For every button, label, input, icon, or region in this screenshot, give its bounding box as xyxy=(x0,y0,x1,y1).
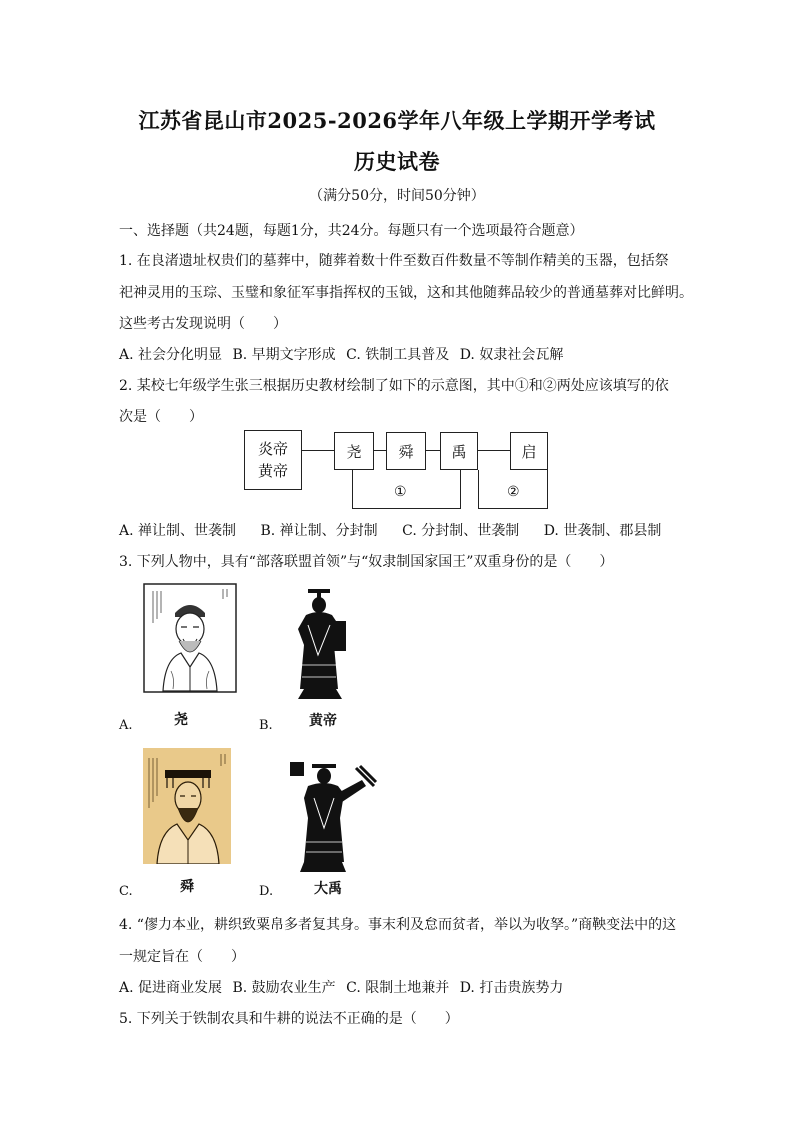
q3-text-line1: 3. 下列人物中，具有“部落联盟首领”与“奴隶制国家国王”双重身份的是（ ） xyxy=(119,554,614,570)
diagram-box-qi: 启 xyxy=(510,432,548,470)
huangdi-figure-icon xyxy=(288,585,354,703)
q3-choice-a-caption: 尧 xyxy=(174,712,188,728)
diagram-mark-1: ① xyxy=(394,484,407,500)
q2-options xyxy=(119,520,684,540)
diagram-box-yao: 尧 xyxy=(334,432,374,470)
q1-option-d[interactable]: D. 奴隶社会瓦解 xyxy=(459,347,564,363)
diagram-connector xyxy=(478,450,510,451)
q1-text-line2: 祀神灵用的玉琮、玉璧和象征军事指挥权的玉钺，这和其他随葬品较少的普通墓葬对比鲜明。 xyxy=(119,285,693,301)
diagram-box-shun: 舜 xyxy=(386,432,426,470)
diagram-connector xyxy=(302,450,334,451)
q2-text-line2: 次是（ ） xyxy=(119,409,203,425)
q2-option-a[interactable]: A. 禅让制、世袭制 xyxy=(119,523,237,539)
diagram-connector xyxy=(374,450,386,451)
q4-option-c[interactable]: C. 限制土地兼并 xyxy=(346,980,450,996)
q3-choice-c-letter[interactable]: C. xyxy=(119,884,133,899)
q3-choice-b-letter[interactable]: B. xyxy=(259,718,273,733)
q1-text-line3: 这些考古发现说明（ ） xyxy=(119,316,287,332)
q4-option-d[interactable]: D. 打击贵族势力 xyxy=(459,980,564,996)
shun-portrait-icon xyxy=(143,748,231,864)
q1-text-line1: 1. 在良渚遗址权贵们的墓葬中，随葬着数十件至数百件数量不等制作精美的玉器，包括祭 xyxy=(119,253,669,269)
q4-text-line2: 一规定旨在（ ） xyxy=(119,949,245,965)
exam-title: 江苏省昆山市2025-2026学年八年级上学期开学考试 xyxy=(138,108,656,133)
q2-option-c[interactable]: C. 分封制、世袭制 xyxy=(402,523,520,539)
exam-score-time: （满分50分，时间50分钟） xyxy=(309,188,485,204)
bracket-2-left xyxy=(478,470,479,508)
diagram-box-yandi-huangdi xyxy=(244,430,302,490)
bracket-1-bottom xyxy=(352,508,461,509)
bracket-1-right xyxy=(460,470,461,508)
q3-choice-c-caption: 舜 xyxy=(180,879,194,895)
diagram-mark-2: ② xyxy=(507,484,520,500)
q1-option-c[interactable]: C. 铁制工具普及 xyxy=(346,347,450,363)
q4-option-a[interactable]: A. 促进商业发展 xyxy=(119,980,223,996)
diagram-connector xyxy=(426,450,440,451)
q1-option-b[interactable]: B. 早期文字形成 xyxy=(232,347,336,363)
dayu-figure-icon xyxy=(288,758,380,876)
bracket-2-right xyxy=(547,450,548,508)
q4-option-b[interactable]: B. 鼓励农业生产 xyxy=(232,980,336,996)
section-heading: 一、选择题（共24题，每题1分，共24分。每题只有一个选项最符合题意） xyxy=(119,223,584,239)
yao-portrait-icon xyxy=(143,583,237,693)
diagram-box1-line2: 黄帝 xyxy=(257,462,288,480)
q3-choice-b-caption: 黄帝 xyxy=(309,713,337,729)
diagram-box-yu: 禹 xyxy=(440,432,478,470)
q3-choice-a-letter[interactable]: A. xyxy=(119,718,133,733)
q3-choice-d-letter[interactable]: D. xyxy=(259,884,274,899)
q1-option-a[interactable]: A. 社会分化明显 xyxy=(119,347,223,363)
q3-choice-d-caption: 大禹 xyxy=(314,881,342,897)
q2-option-d[interactable]: D. 世袭制、郡县制 xyxy=(543,523,662,539)
bracket-2-bottom xyxy=(478,508,548,509)
diagram-box1-line1: 炎帝 xyxy=(257,440,288,458)
q2-text-line1: 2. 某校七年级学生张三根据历史教材绘制了如下的示意图，其中①和②两处应该填写的依 xyxy=(119,378,669,394)
q4-text-line1: 4. “僇力本业，耕织致粟帛多者复其身。事末利及怠而贫者，举以为收孥。”商鞅变法中的这 xyxy=(119,917,677,933)
bracket-1-left xyxy=(352,470,353,508)
q2-option-b[interactable]: B. 禅让制、分封制 xyxy=(260,523,378,539)
q1-options xyxy=(119,344,684,364)
q4-options xyxy=(119,977,684,997)
exam-subject: 历史试卷 xyxy=(354,149,440,174)
q5-text-line1: 5. 下列关于铁制农具和牛耕的说法不正确的是（ ） xyxy=(119,1011,459,1027)
